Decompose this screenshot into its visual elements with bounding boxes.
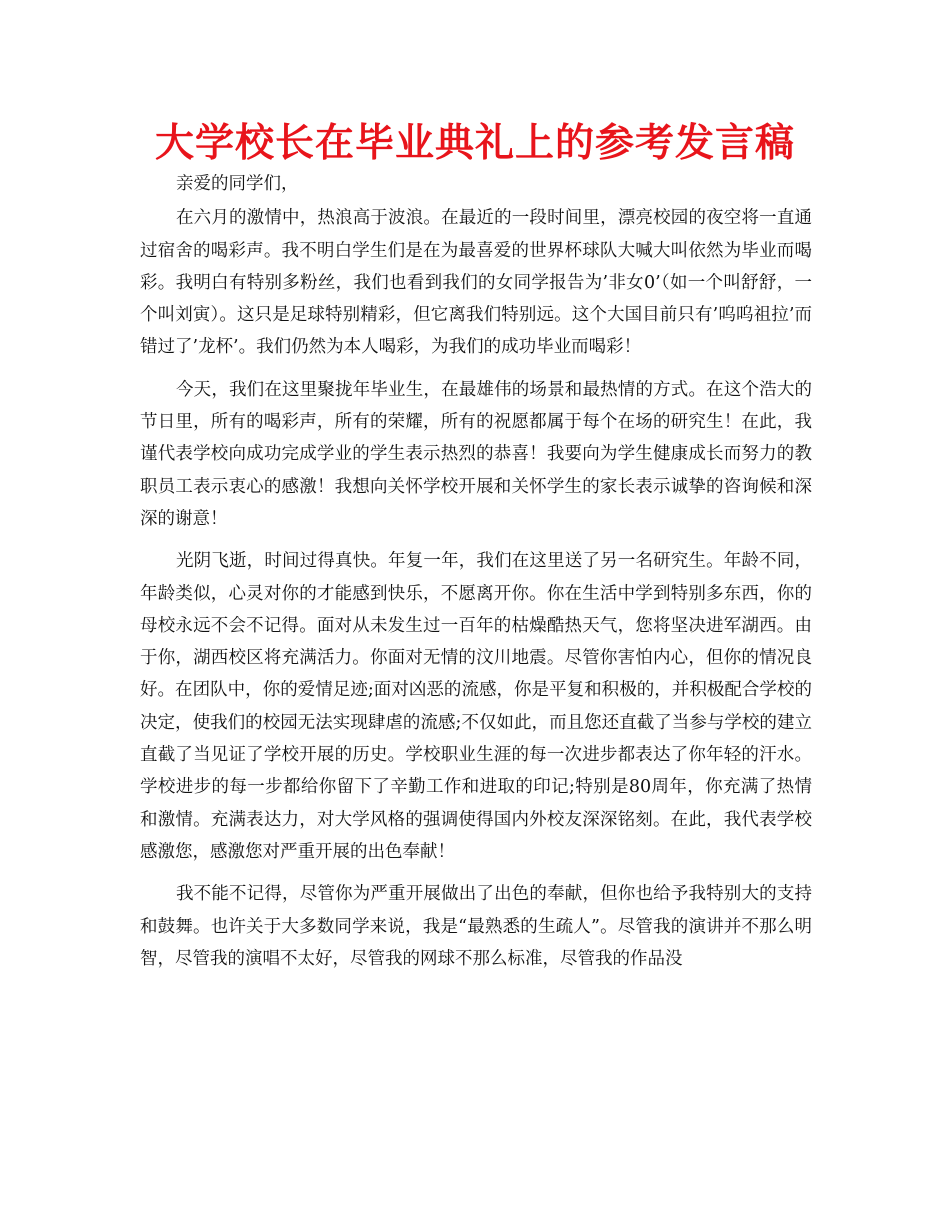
paragraph: 我不能不记得，尽管你为严重开展做出了出色的奉献，但你也给予我特别大的支持和鼓舞。也许关于大多数同学来说，我是“最熟悉的生疏人”。尽管我的演讲并不那么明智，尽管我的演唱不太好，尽管我的网球不那么标准，尽管我的作品没 <box>140 884 812 969</box>
document-body <box>140 168 812 975</box>
paragraph: 光阴飞逝，时间过得真快。年复一年，我们在这里送了另一名研究生。年龄不同，年龄类似，心灵对你的才能感到快乐，不愿离开你。你在生活中学到特别多东西，你的母校永远不会不记得。面对从未发生过一百年的枯燥酷热天气，您将坚决进军湖西。由于你，湖西校区将充满活力。你面对无情的汶川地震。尽管你害怕内心，但你的情况良好。在团队中，你的爱情足迹;面对凶恶的流感，你是平复和积极的，并积极配合学校的决定，使我们的校园无法实现肆虐的流感;不仅如此，而且您还直截了当参与学校的建立直截了当见证了学校开展的历史。学校职业生涯的每一次进步都表达了你年轻的汗水。学校进步的每一步都给你留下了辛勤工作和进取的印记;特别是80周年，你充满了热情和激情。充满表达力，对大学风格的强调使得国内外校友深深铭刻。在此，我代表学校感激您，感激您对严重开展的出色奉献！ <box>140 551 812 862</box>
document-title: 大学校长在毕业典礼上的参考发言稿 <box>154 121 795 166</box>
paragraph: 今天，我们在这里聚拢年毕业生，在最雄伟的场景和最热情的方式。在这个浩大的节日里，所有的喝彩声，所有的荣耀，所有的祝愿都属于每个在场的研究生！在此，我谨代表学校向成功完成学业的学生表示热烈的恭喜！我要向为学生健康成长而努力的教职员工表示衷心的感激！我想向关怀学校开展和关怀学生的家长表示诚挚的咨询候和深深的谢意！ <box>140 379 812 529</box>
paragraph: 在六月的激情中，热浪高于波浪。在最近的一段时间里，漂亮校园的夜空将一直通过宿舍的喝彩声。我不明白学生们是在为最喜爱的世界杯球队大喊大叫依然为毕业而喝彩。我明白有特别多粉丝，我们也看到我们的女同学报告为’非女0’（如一个叫舒舒，一个叫刘寅）。这只是足球特别精彩，但它离我们特别远。这个大国目前只有’呜呜祖拉’而错过了’龙杯’。我们仍然为本人喝彩，为我们的成功毕业而喝彩！ <box>140 208 812 358</box>
greeting: 亲爱的同学们， <box>176 174 299 194</box>
